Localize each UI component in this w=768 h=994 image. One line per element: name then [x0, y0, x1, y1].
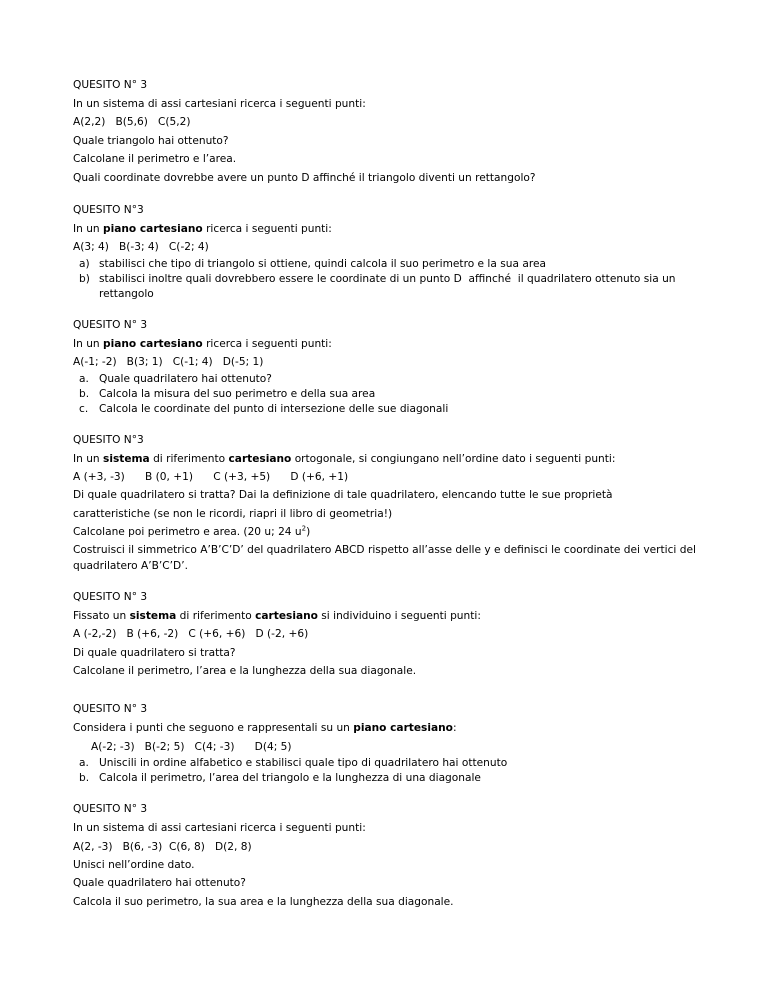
exercise-intro — [73, 335, 713, 353]
exercise-title: QUESITO N° 3 — [73, 703, 148, 716]
list-marker: c. — [79, 402, 89, 415]
exercise-text: Calcola il suo perimetro, la sua area e la lunghezza della sua diagonale. — [73, 895, 454, 908]
list-text: Uniscili in ordine alfabetico e stabilisci quale tipo di quadrilatero hai ottenuto — [99, 757, 508, 770]
text-part: ) — [306, 526, 311, 539]
exercise-points: A(2,2) B(5,6) C(5,2) — [73, 116, 191, 129]
superscript: 2 — [301, 524, 307, 533]
exercise-intro — [73, 719, 713, 737]
exercise-6 — [73, 700, 713, 786]
exercise-text: Calcolane il perimetro, l’area e la lunghezza della sua diagonale. — [73, 664, 417, 677]
intro-bold: sistema — [103, 452, 150, 465]
exercise-text: Di quale quadrilatero si tratta? Dai la definizione di tale quadrilatero, elencando tutte le sue proprietà — [73, 489, 613, 502]
exercise-intro — [73, 607, 713, 625]
exercise-5 — [73, 588, 713, 681]
exercise-text: Di quale quadrilatero si tratta? — [73, 646, 236, 659]
exercise-title: QUESITO N°3 — [73, 204, 144, 217]
exercise-list — [73, 756, 713, 786]
list-item — [73, 257, 713, 272]
intro-text: Considera i punti che seguono e rappresentali su un — [73, 722, 354, 735]
exercise-text: Quale quadrilatero hai ottenuto? — [73, 877, 246, 890]
list-marker: a. — [79, 757, 89, 770]
exercise-title: QUESITO N°3 — [73, 433, 144, 446]
intro-text: ortogonale, si congiungano nell’ordine dato i seguenti punti: — [291, 452, 616, 465]
exercise-title: QUESITO N° 3 — [73, 803, 148, 816]
exercise-2 — [73, 201, 713, 302]
exercise-3 — [73, 316, 713, 417]
exercise-text: caratteristiche (se non le ricordi, riapri il libro di geometria!) — [73, 507, 393, 520]
intro-bold: cartesiano — [255, 609, 318, 622]
list-item — [73, 372, 713, 387]
intro-text: : — [452, 722, 457, 735]
intro-text: ricerca i seguenti punti: — [202, 337, 332, 350]
text-part: Calcolane poi perimetro e area. (20 u; 24 u — [73, 526, 302, 539]
intro-text: di riferimento — [176, 609, 256, 622]
document-page — [73, 76, 713, 911]
intro-text: Fissato un — [73, 609, 130, 622]
list-text: stabilisci inoltre quali dovrebbero essere le coordinate di un punto D affinché il quadrilatero ottenuto sia un rettangolo — [99, 272, 679, 300]
intro-bold: piano cartesiano — [353, 722, 453, 735]
intro-text: In un — [73, 452, 104, 465]
intro-text: In un — [73, 223, 104, 236]
list-item — [73, 402, 713, 417]
exercise-text: Quale triangolo hai ottenuto? — [73, 134, 229, 147]
list-text: stabilisci che tipo di triangolo si ottiene, quindi calcola il suo perimetro e la sua area — [99, 257, 546, 270]
exercise-text: Unisci nell’ordine dato. — [73, 858, 195, 871]
exercise-text: Calcolane il perimetro e l’area. — [73, 153, 237, 166]
exercise-points: A(-2; -3) B(-2; 5) C(4; -3) D(4; 5) — [91, 740, 292, 753]
exercise-list — [73, 372, 713, 417]
exercise-text — [73, 523, 713, 541]
exercise-points: A(2, -3) B(6, -3) C(6, 8) D(2, 8) — [73, 840, 252, 853]
exercise-points: A (-2,-2) B (+6, -2) C (+6, +6) D (-2, +6) — [73, 628, 309, 641]
intro-text: In un — [73, 337, 104, 350]
list-item — [73, 771, 713, 786]
intro-bold: sistema — [129, 609, 177, 622]
list-item — [73, 756, 713, 771]
exercise-title: QUESITO N° 3 — [73, 79, 148, 91]
list-marker: a. — [79, 372, 89, 385]
list-text: Quale quadrilatero hai ottenuto? — [99, 372, 272, 385]
exercise-points: A(3; 4) B(-3; 4) C(-2; 4) — [73, 241, 209, 254]
list-text: Calcola il perimetro, l’area del triangolo e la lunghezza di una diagonale — [99, 772, 481, 785]
list-text: Calcola la misura del suo perimetro e della sua area — [99, 387, 376, 400]
intro-text: si individuino i seguenti punti: — [317, 609, 481, 622]
exercise-text: In un sistema di assi cartesiani ricerca i seguenti punti: — [73, 822, 366, 835]
list-marker: a) — [79, 257, 90, 270]
exercise-title: QUESITO N° 3 — [73, 590, 148, 603]
exercise-list — [73, 257, 713, 302]
exercise-intro — [73, 450, 713, 468]
list-item — [73, 272, 713, 302]
intro-bold: cartesiano — [228, 452, 292, 465]
exercise-points: A (+3, -3) B (0, +1) C (+3, +5) D (+6, +1) — [73, 471, 349, 484]
intro-text: di riferimento — [149, 452, 229, 465]
list-marker: b. — [79, 772, 90, 785]
exercise-text: Quali coordinate dovrebbe avere un punto D affinché il triangolo diventi un rettangolo? — [73, 171, 536, 184]
exercise-7 — [73, 800, 713, 911]
list-marker: b) — [79, 272, 90, 285]
exercise-title: QUESITO N° 3 — [73, 318, 148, 331]
exercise-text: In un sistema di assi cartesiani ricerca i seguenti punti: — [73, 98, 366, 110]
list-text: Calcola le coordinate del punto di intersezione delle sue diagonali — [99, 402, 449, 415]
exercise-points: A(-1; -2) B(3; 1) C(-1; 4) D(-5; 1) — [73, 356, 264, 369]
intro-bold: piano cartesiano — [103, 337, 203, 350]
exercise-text: Costruisci il simmetrico A’B’C’D’ del quadrilatero ABCD rispetto all’asse delle y e definisci le coordinate dei vertici del quadrilatero A’B’C’D’. — [73, 543, 696, 572]
list-marker: b. — [79, 387, 90, 400]
intro-text: ricerca i seguenti punti: — [202, 223, 332, 236]
exercise-intro — [73, 220, 713, 238]
exercise-1 — [73, 76, 713, 187]
list-item — [73, 387, 713, 402]
exercise-4 — [73, 431, 713, 574]
intro-bold: piano cartesiano — [103, 223, 203, 236]
